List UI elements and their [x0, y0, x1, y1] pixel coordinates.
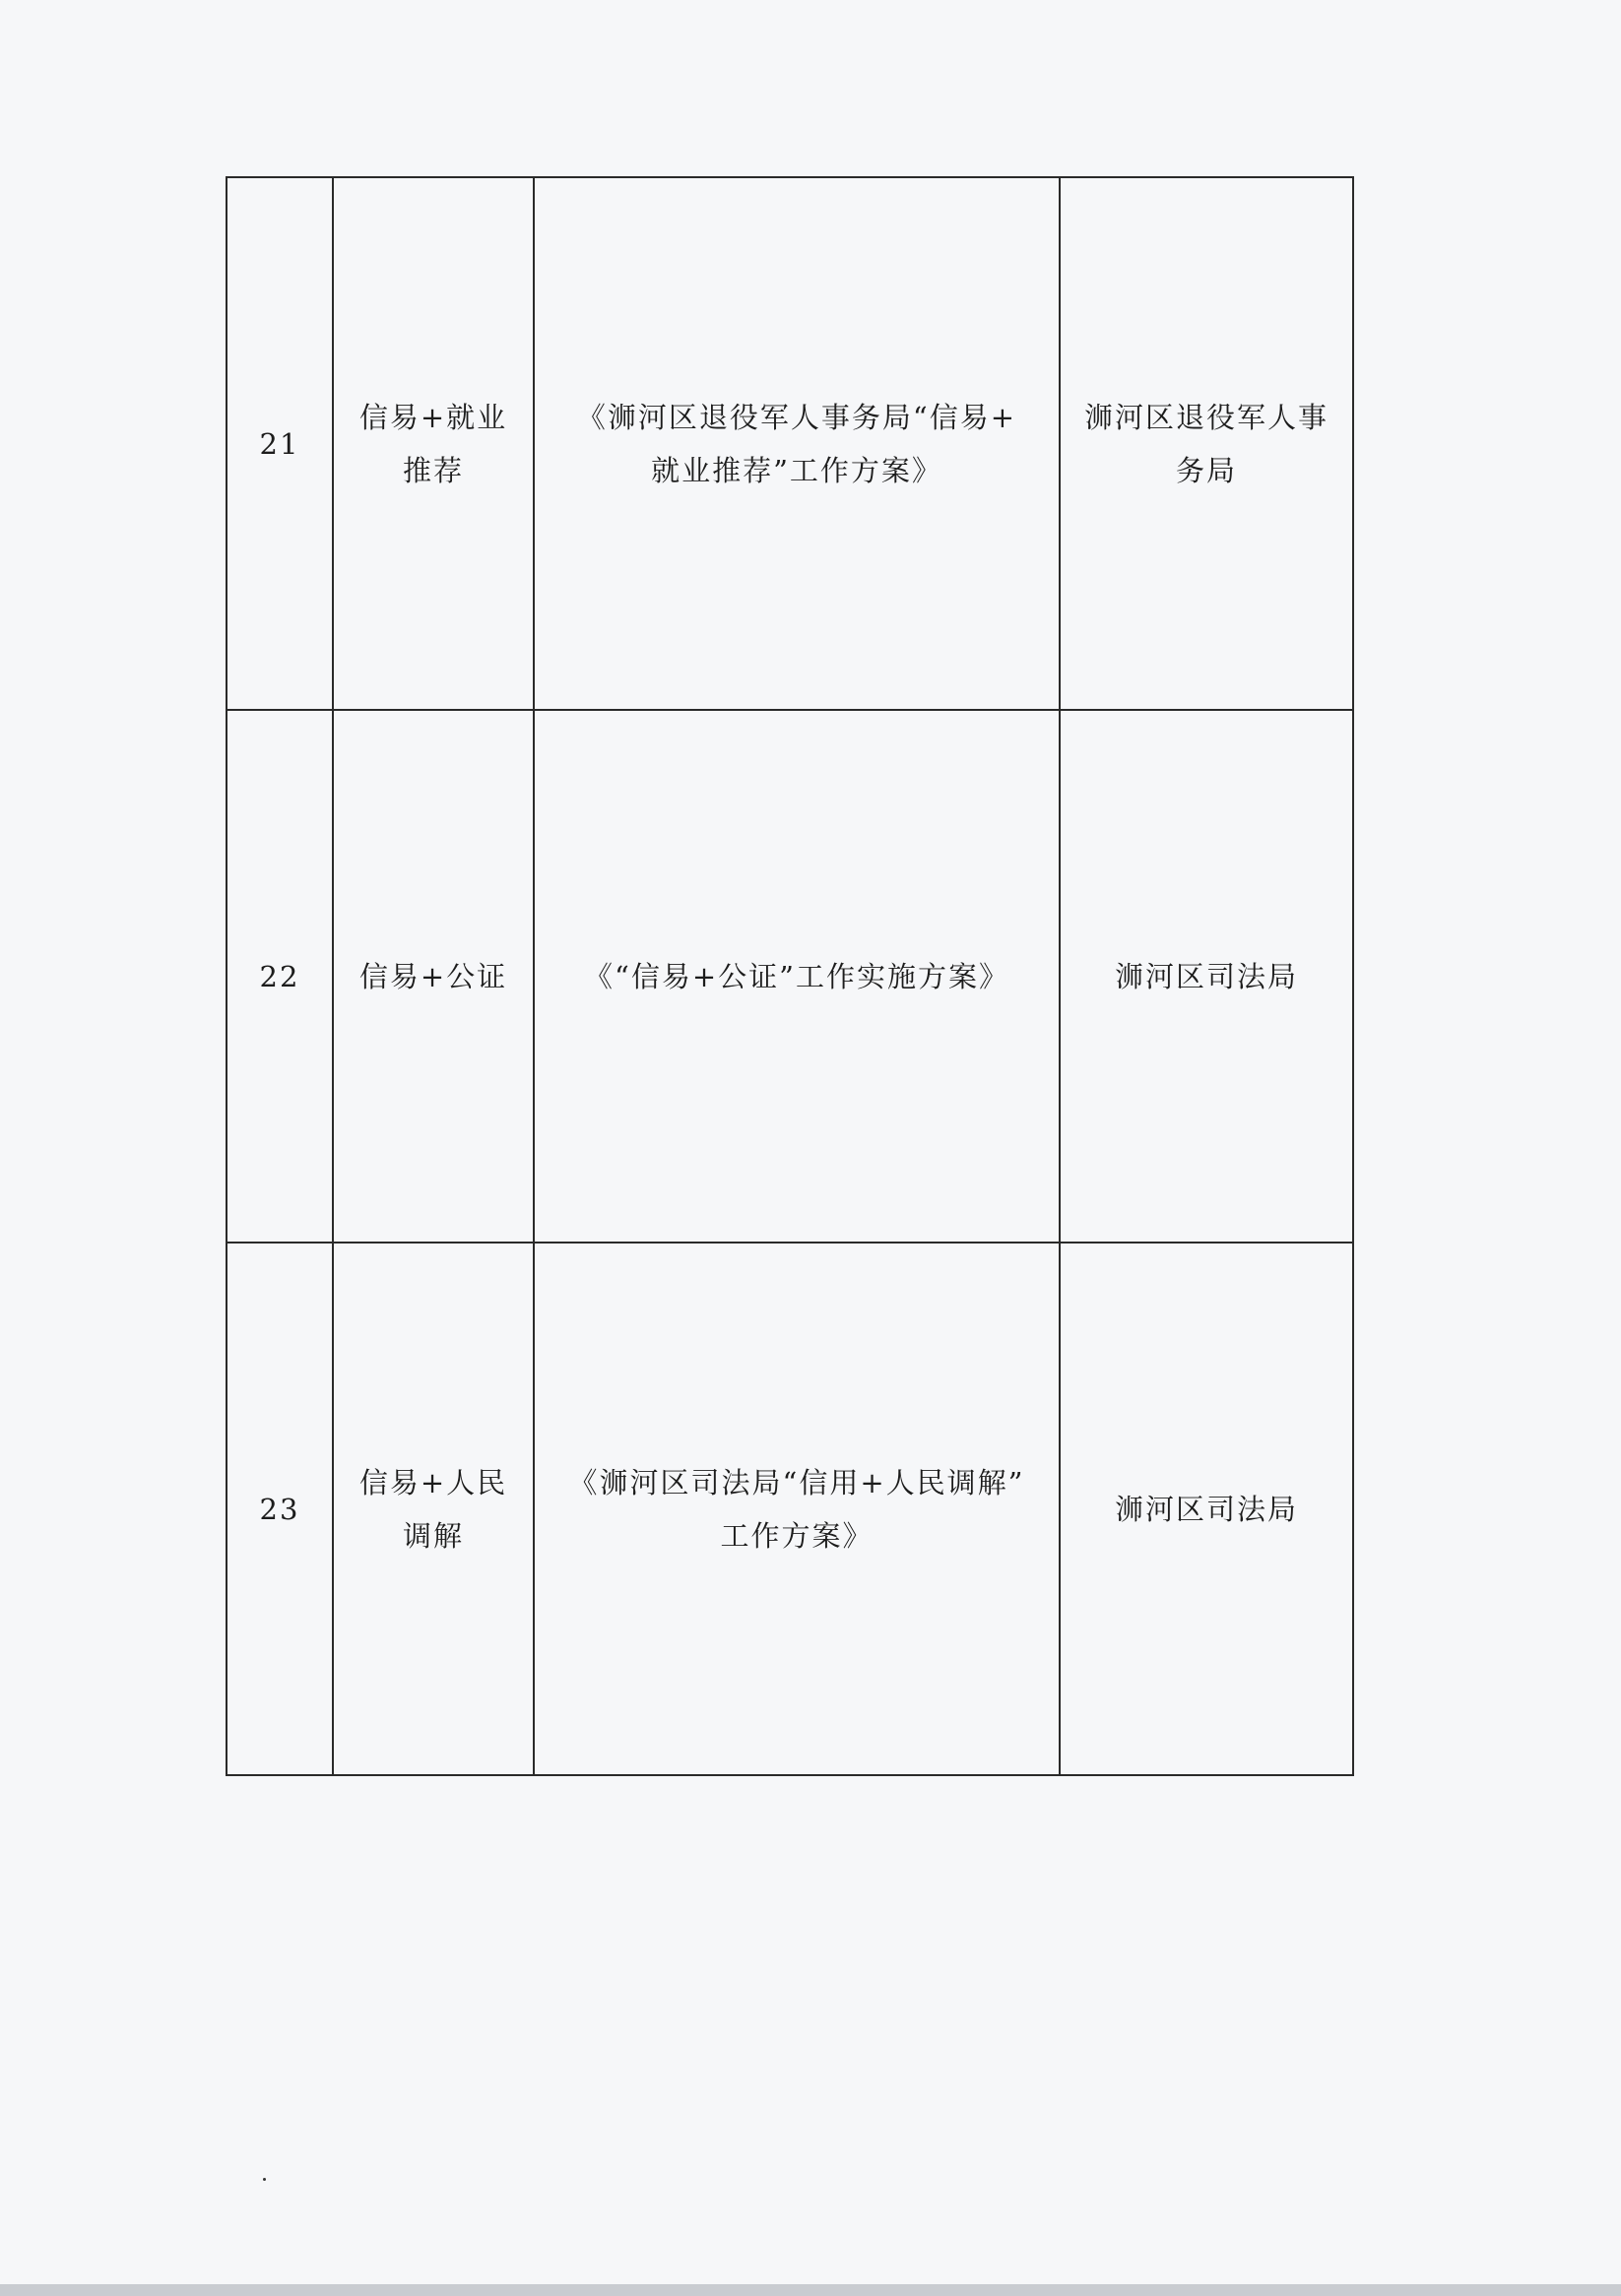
- plan-document-title: [534, 710, 1060, 1243]
- responsible-unit: [1060, 1243, 1353, 1775]
- row-number: 22: [227, 710, 333, 1243]
- text-line: 浉河区退役军人事: [1083, 400, 1329, 434]
- text-line: 浉河区司法局: [1114, 1492, 1298, 1526]
- text-line: 信易+公证: [358, 959, 508, 993]
- plan-document-title: [534, 1243, 1060, 1775]
- text-line: 信易+人民: [358, 1465, 508, 1499]
- text-line: 务局: [1175, 453, 1237, 487]
- scan-speck: [263, 2178, 266, 2181]
- responsible-unit: [1060, 710, 1353, 1243]
- row-number: 21: [227, 177, 333, 710]
- text-line: 《“信易+公证”工作实施方案》: [584, 959, 1009, 993]
- scan-edge: [0, 2284, 1621, 2296]
- text-line: 浉河区司法局: [1114, 959, 1298, 993]
- text-line: 《浉河区司法局“信用+人民调解”: [568, 1465, 1025, 1499]
- responsible-unit: [1060, 177, 1353, 710]
- scenario-name: [333, 177, 534, 710]
- table-row: [227, 710, 1353, 1243]
- credit-scenario-table: [226, 176, 1354, 1776]
- text-line: 信易+就业: [358, 400, 508, 434]
- text-line: 就业推荐”工作方案》: [651, 453, 942, 487]
- text-line: 推荐: [402, 453, 464, 487]
- text-line: 《浉河区退役军人事务局“信易+: [576, 400, 1017, 434]
- text-line: 工作方案》: [720, 1518, 874, 1553]
- scenario-name: [333, 1243, 534, 1775]
- plan-document-title: [534, 177, 1060, 710]
- table-row: [227, 177, 1353, 710]
- row-number: 23: [227, 1243, 333, 1775]
- table-row: [227, 1243, 1353, 1775]
- scenario-name: [333, 710, 534, 1243]
- text-line: 调解: [402, 1518, 464, 1553]
